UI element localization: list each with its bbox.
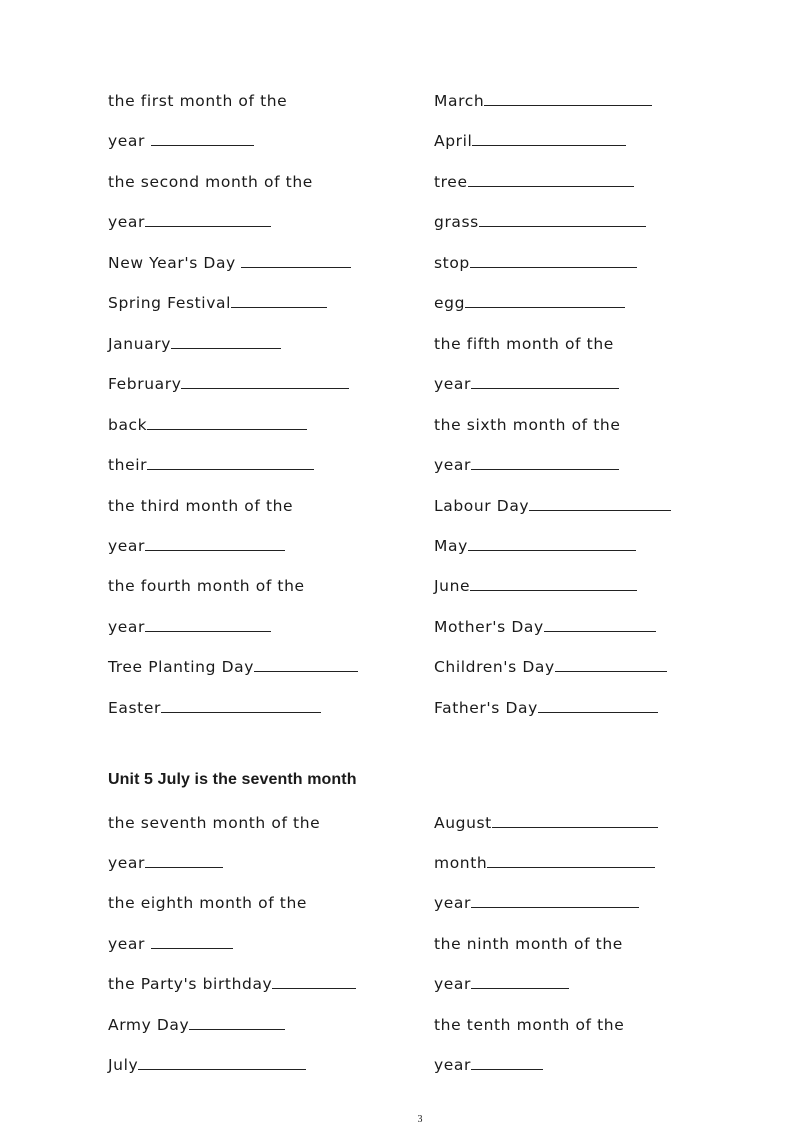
answer-blank[interactable] (189, 1015, 285, 1030)
answer-blank[interactable] (555, 657, 667, 672)
entry-label: year (434, 456, 471, 474)
worksheet-entry (108, 212, 271, 232)
answer-blank[interactable] (468, 536, 636, 551)
worksheet-entry (434, 212, 646, 232)
worksheet-entry (434, 293, 625, 313)
entry-label: Labour Day (434, 497, 530, 515)
worksheet-entry (108, 893, 307, 913)
worksheet-entry (434, 374, 619, 394)
entry-label: year (434, 1056, 471, 1074)
worksheet-entry (108, 374, 349, 394)
entry-label: year (434, 894, 471, 912)
worksheet-entry (108, 974, 356, 994)
worksheet-entry (108, 576, 305, 596)
worksheet-entry (108, 334, 281, 354)
worksheet-entry (434, 172, 634, 192)
entry-label: the first month of the (108, 92, 288, 110)
answer-blank[interactable] (492, 813, 658, 828)
entry-label: March (434, 92, 485, 110)
worksheet-entry (434, 536, 636, 556)
answer-blank[interactable] (147, 415, 307, 430)
entry-label: Easter (108, 699, 161, 717)
entry-label: back (108, 416, 148, 434)
answer-blank[interactable] (470, 576, 637, 591)
entry-label: grass (434, 213, 479, 231)
worksheet-entry (434, 415, 621, 435)
answer-blank[interactable] (145, 536, 285, 551)
entry-label: the eighth month of the (108, 894, 308, 912)
entry-label: the Party's birthday (108, 975, 273, 993)
worksheet-entry (108, 698, 321, 718)
entry-label: July (108, 1056, 139, 1074)
entry-label: the third month of the (108, 497, 294, 515)
entry-label: January (108, 335, 171, 353)
worksheet-entry (108, 853, 223, 873)
answer-blank[interactable] (181, 374, 349, 389)
entry-label: year (108, 537, 145, 555)
entry-label: Tree Planting Day (108, 658, 254, 676)
worksheet-entry (434, 934, 623, 954)
worksheet-entry (108, 1055, 306, 1075)
answer-blank[interactable] (138, 1055, 306, 1070)
worksheet-entry (108, 415, 307, 435)
answer-blank[interactable] (145, 212, 271, 227)
entry-label: the seventh month of the (108, 814, 321, 832)
entry-label: February (108, 375, 182, 393)
worksheet-entry (108, 813, 320, 833)
answer-blank[interactable] (470, 253, 637, 268)
entry-label: month (434, 854, 488, 872)
answer-blank[interactable] (471, 374, 619, 389)
answer-blank[interactable] (151, 131, 254, 146)
worksheet-entry (108, 91, 287, 111)
answer-blank[interactable] (472, 131, 626, 146)
entry-label: their (108, 456, 148, 474)
worksheet-entry (108, 455, 314, 475)
answer-blank[interactable] (487, 853, 655, 868)
entry-label: the second month of the (108, 173, 313, 191)
entry-label: May (434, 537, 468, 555)
worksheet-entry (434, 496, 671, 516)
worksheet-entry (434, 334, 614, 354)
answer-blank[interactable] (468, 172, 634, 187)
entry-label: year (108, 213, 145, 231)
worksheet-entry (108, 172, 313, 192)
answer-blank[interactable] (471, 1055, 543, 1070)
worksheet-entry (108, 1015, 285, 1035)
answer-blank[interactable] (529, 496, 671, 511)
answer-blank[interactable] (471, 455, 619, 470)
worksheet-entry (434, 698, 658, 718)
entry-label: year (108, 935, 145, 953)
answer-blank[interactable] (471, 974, 569, 989)
worksheet-entry (434, 253, 637, 273)
worksheet-entry (108, 253, 351, 273)
entry-label: year (434, 375, 471, 393)
worksheet-entry (434, 893, 639, 913)
answer-blank[interactable] (272, 974, 356, 989)
worksheet-entry (434, 1015, 624, 1035)
answer-blank[interactable] (171, 334, 281, 349)
answer-blank[interactable] (241, 253, 351, 268)
worksheet-entry (108, 536, 285, 556)
entry-label: the tenth month of the (434, 1016, 625, 1034)
entry-label: tree (434, 173, 468, 191)
answer-blank[interactable] (544, 617, 656, 632)
entry-label: August (434, 814, 492, 832)
entry-label: egg (434, 294, 466, 312)
answer-blank[interactable] (145, 617, 271, 632)
worksheet-entry (434, 853, 655, 873)
entry-label: year (434, 975, 471, 993)
entry-label: year (108, 854, 145, 872)
entry-label: the fourth month of the (108, 577, 305, 595)
entry-label: Father's Day (434, 699, 538, 717)
answer-blank[interactable] (538, 698, 658, 713)
worksheet-entry (108, 293, 327, 313)
entry-label: New Year's Day (108, 254, 236, 272)
unit-heading: Unit 5 July is the seventh month (108, 771, 357, 788)
answer-blank[interactable] (254, 657, 358, 672)
worksheet-entry (434, 131, 626, 151)
worksheet-entry (434, 91, 652, 111)
entry-label: year (108, 132, 145, 150)
page-number: 3 (417, 1114, 423, 1125)
entry-label: the ninth month of the (434, 935, 623, 953)
answer-blank[interactable] (465, 293, 625, 308)
worksheet-entry (434, 617, 656, 637)
worksheet-entry (434, 576, 637, 596)
answer-blank[interactable] (147, 455, 314, 470)
worksheet-entry (434, 1055, 543, 1075)
answer-blank[interactable] (471, 893, 639, 908)
entry-label: year (108, 618, 145, 636)
entry-label: stop (434, 254, 470, 272)
worksheet-entry (434, 455, 619, 475)
answer-blank[interactable] (151, 934, 233, 949)
worksheet-entry (434, 974, 569, 994)
worksheet-entry (434, 657, 667, 677)
worksheet-entry (108, 934, 233, 954)
worksheet-entry (108, 657, 358, 677)
entry-label: Mother's Day (434, 618, 544, 636)
answer-blank[interactable] (231, 293, 327, 308)
entry-label: Army Day (108, 1016, 190, 1034)
entry-label: April (434, 132, 473, 150)
worksheet-entry (434, 813, 658, 833)
entry-label: the sixth month of the (434, 416, 621, 434)
entry-label: June (434, 577, 471, 595)
worksheet-entry (108, 131, 254, 151)
worksheet-entry (108, 617, 271, 637)
entry-label: the fifth month of the (434, 335, 614, 353)
answer-blank[interactable] (145, 853, 223, 868)
answer-blank[interactable] (479, 212, 646, 227)
answer-blank[interactable] (161, 698, 321, 713)
worksheet-entry (108, 496, 293, 516)
entry-label: Children's Day (434, 658, 555, 676)
answer-blank[interactable] (484, 91, 652, 106)
entry-label: Spring Festival (108, 294, 231, 312)
